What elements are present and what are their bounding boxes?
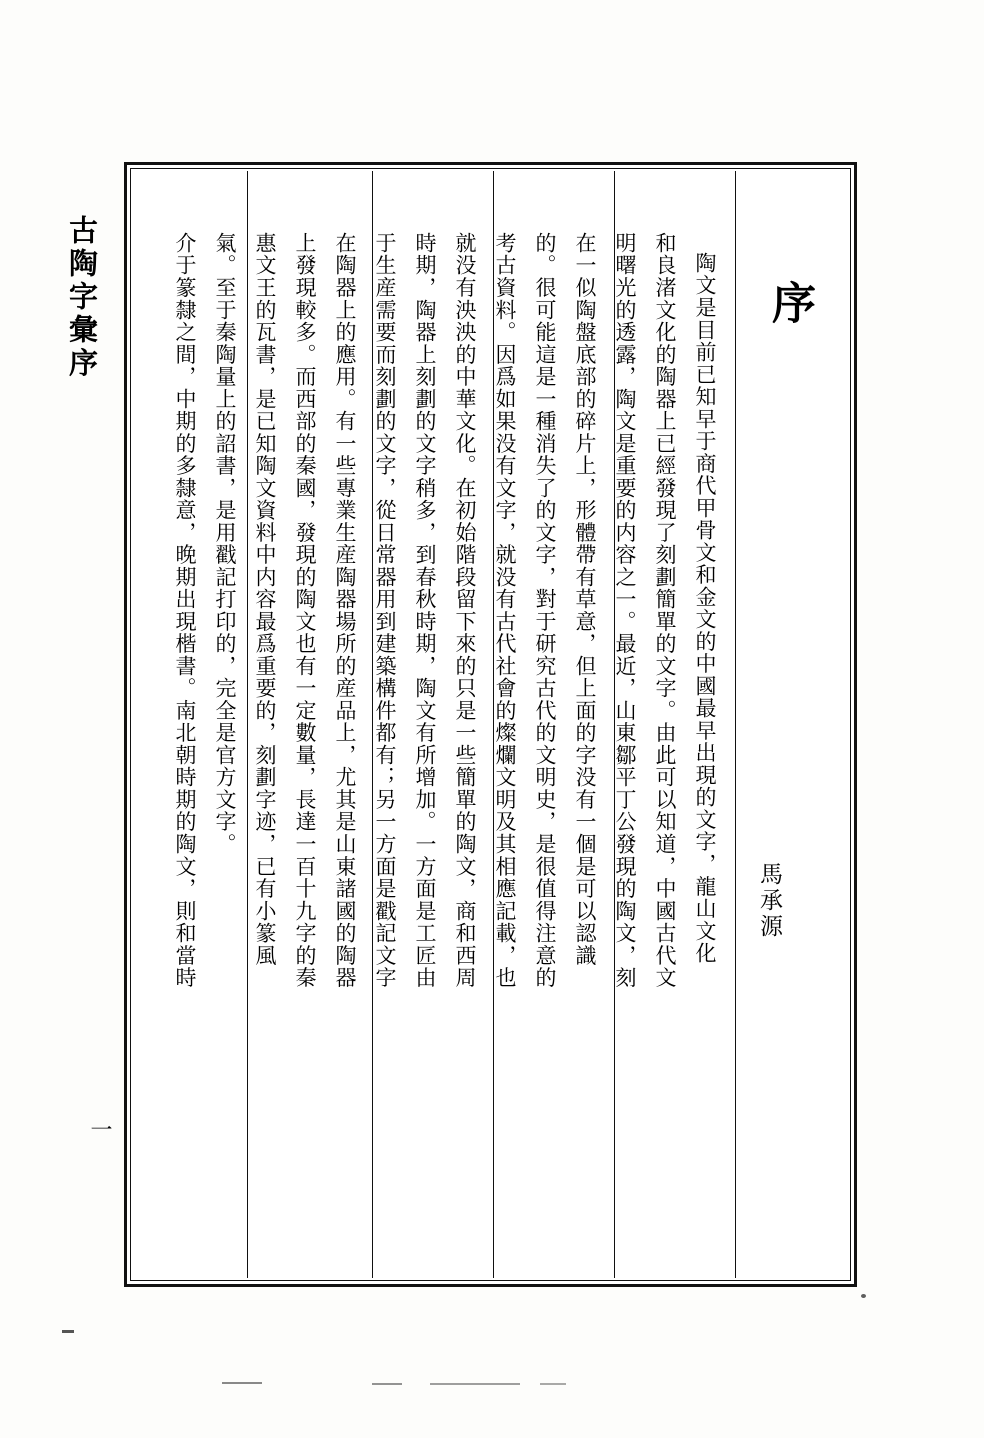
scan-artifact-dash [430, 1383, 520, 1385]
body-column-10: 在陶器上的應用。有一些專業生産陶器場所的産品上，尤其是山東諸國的陶器 [333, 232, 358, 989]
body-column-6: 考古資料。因爲如果没有文字，就没有古代社會的燦爛文明及其相應記載，也 [493, 232, 518, 989]
body-column-8: 時期，陶器上刻劃的文字稍多，到春秋時期，陶文有所增加。一方面是工匠由 [413, 232, 438, 989]
column-rule [247, 171, 248, 1278]
body-column-2: 和良渚文化的陶器上已經發現了刻劃簡單的文字。由此可以知道，中國古代文 [653, 232, 678, 989]
body-column-7: 就没有泱泱的中華文化。在初始階段留下來的只是一些簡單的陶文，商和西周 [453, 232, 478, 989]
body-column-4: 在一似陶盤底部的碎片上，形體帶有草意，但上面的字没有一個是可以認識 [573, 232, 598, 967]
author-name: 馬承源 [756, 862, 782, 940]
body-column-14: 介于篆隸之間，中期的多隸意，晚期出現楷書。南北朝時期的陶文，則和當時 [173, 232, 198, 989]
body-column-5: 的。很可能這是一種消失了的文字，對于研究古代的文明史，是很值得注意的 [533, 232, 558, 989]
body-column-13: 氣。至于秦陶量上的詔書，是用戳記打印的，完全是官方文字。 [213, 232, 238, 856]
scan-artifact-dash [372, 1383, 402, 1385]
body-column-1: 陶文是目前已知早于商代甲骨文和金文的中國最早出現的文字，龍山文化 [693, 252, 718, 965]
running-title: 古陶字彙序 [65, 215, 99, 381]
scan-artifact-dash [540, 1383, 566, 1385]
body-column-9: 于生産需要而刻劃的文字，從日常器用到建築構件都有；另一方面是戳記文字 [373, 232, 398, 989]
body-column-12: 惠文王的瓦書，是已知陶文資料中内容最爲重要的，刻劃字迹，已有小篆風 [253, 232, 278, 967]
page-number: 一 [87, 1118, 112, 1140]
scan-artifact-dot [861, 1294, 866, 1298]
page-title: 序 [764, 280, 815, 329]
column-rule [735, 171, 736, 1278]
scan-artifact-dash [222, 1382, 262, 1384]
body-column-11: 上發現較多。而西部的秦國，發現的陶文也有一定數量，長達一百十九字的秦 [293, 232, 318, 989]
scan-artifact-tick [62, 1330, 74, 1333]
body-column-3: 明曙光的透露，陶文是重要的内容之一。最近，山東鄒平丁公發現的陶文，刻 [613, 232, 638, 989]
